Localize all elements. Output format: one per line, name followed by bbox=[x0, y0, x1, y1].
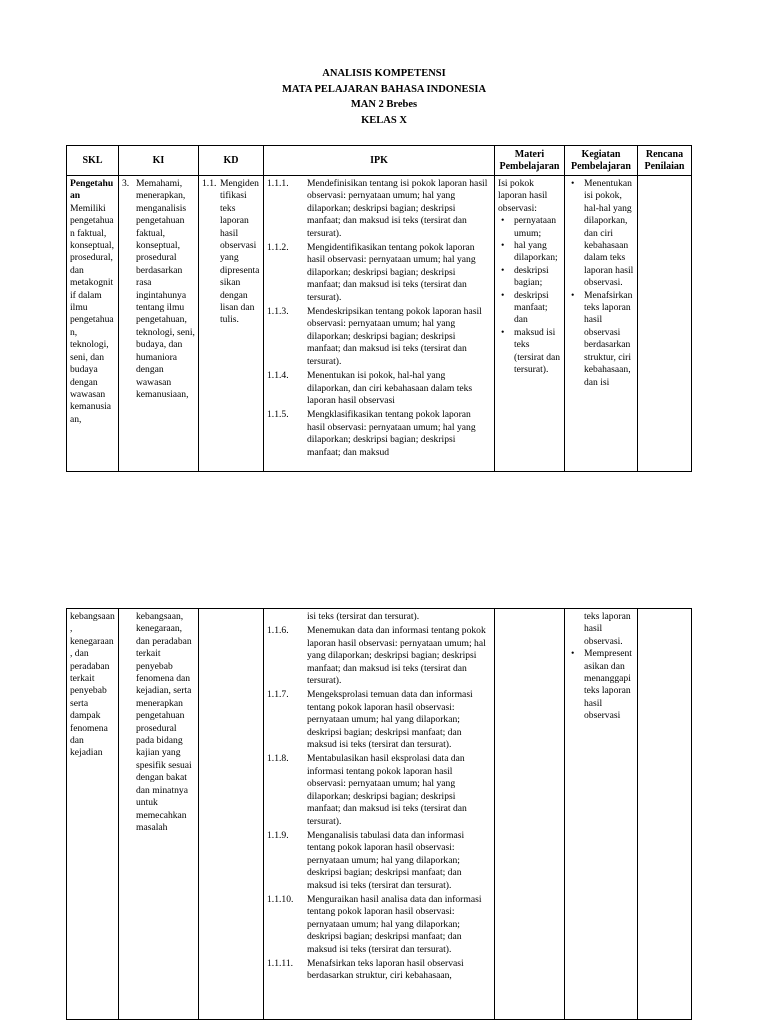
skl-cell bbox=[67, 609, 119, 1020]
competency-table-page2 bbox=[66, 608, 692, 1020]
kegiatan-list bbox=[568, 648, 634, 722]
list-item: • Menentukan isi pokok, hal-hal yang dilaporkan, dan ciri kebahasaan dalam teks laporan hasil observasi. bbox=[568, 178, 634, 290]
list-item: • deskripsi manfaat; dan bbox=[498, 290, 561, 327]
col-kd: KD bbox=[199, 146, 264, 176]
ipk-item: 1.1.11. Menafsirkan teks laporan hasil observasi berdasarkan struktur, ciri kebahasaan, bbox=[267, 957, 464, 982]
materi-cell bbox=[495, 176, 565, 472]
ipk-item: 1.1.5. Mengklasifikasikan tentang pokok laporan hasil observasi: pernyataan umum; hal yang dilaporkan; deskripsi bagian; deskripsi manfaat; dan maksud bbox=[267, 409, 476, 458]
skl-text: kebangsaan, kenegaraan, dan peradaban terkait penyebab serta dampak fenomena dan kejadian bbox=[70, 611, 115, 759]
col-materi: Materi Pembelajaran bbox=[495, 146, 565, 176]
materi-list bbox=[498, 215, 561, 376]
doc-school: MAN 2 Brebes bbox=[350, 99, 418, 110]
ipk-item: 1.1.9. Menganalisis tabulasi data dan informasi tentang pokok laporan hasil observasi: pernyataan umum; hal yang dilaporkan; deskripsi bagian; deskripsi manfaat; dan maksud isi teks (tersirat dan tersurat). bbox=[267, 829, 465, 891]
skl-text: Memiliki pengetahuan faktual, konseptual, prosedural, dan metakognitif dalam ilmu pengetahuan, teknologi, seni, dan budaya dengan wawasan kemanusiaan, bbox=[70, 202, 114, 425]
kegiatan-cell bbox=[565, 176, 638, 472]
skl-title: Pengetahuan bbox=[70, 178, 114, 202]
kegiatan-list bbox=[568, 178, 634, 389]
ipk-item: 1.1.6. Menemukan data dan informasi tentang pokok laporan hasil observasi: pernyataan umum; hal yang dilaporkan; deskripsi bagian; deskripsi manfaat; dan maksud isi teks (tersirat dan tersurat). bbox=[267, 625, 486, 687]
kegiatan-cell bbox=[565, 609, 638, 1020]
col-kegiatan: Kegiatan Pembelajaran bbox=[565, 146, 638, 176]
list-item: • hal yang dilaporkan; bbox=[498, 240, 561, 265]
document-header bbox=[0, 66, 768, 128]
kd-cell bbox=[199, 176, 264, 472]
list-item: • Mempresentasikan dan menanggapi teks laporan hasil observasi bbox=[568, 648, 634, 722]
materi-intro: Isi pokok laporan hasil observasi: bbox=[498, 178, 548, 214]
ki-cell bbox=[119, 176, 199, 472]
ipk-item: 1.1.4. Menentukan isi pokok, hal-hal yang dilaporkan, dan ciri kebahasaan dalam teks laporan hasil observasi bbox=[267, 370, 473, 406]
ipk-item: 1.1.1. Mendefinisikan tentang isi pokok laporan hasil observasi: pernyataan umum; hal yang dilaporkan; deskripsi bagian; deskripsi manfaat; dan maksud isi teks (tersirat dan tersurat). bbox=[267, 178, 488, 239]
doc-title: ANALISIS KOMPETENSI bbox=[322, 68, 446, 79]
kegiatan-continued: teks laporan hasil observasi. bbox=[584, 611, 631, 647]
ki-cell bbox=[119, 609, 199, 1020]
ipk-item: 1.1.8. Mentabulasikan hasil eksprolasi data dan informasi tentang pokok laporan hasil observasi: pernyataan umum; hal yang dilaporkan; deskripsi bagian; deskripsi manfaat; dan maksud isi teks (tersirat dan tersurat). bbox=[267, 753, 467, 827]
kd-cell bbox=[199, 609, 264, 1020]
col-ki: KI bbox=[119, 146, 199, 176]
list-item: • Menafsirkan teks laporan hasil observasi berdasarkan struktur, ciri kebahasaan, dan isi bbox=[568, 290, 634, 389]
rencana-cell bbox=[638, 609, 692, 1020]
skl-cell bbox=[67, 176, 119, 472]
doc-subject: MATA PELAJARAN BAHASA INDONESIA bbox=[281, 83, 487, 95]
ipk-item: 1.1.3. Mendeskripsikan tentang pokok laporan hasil observasi: pernyataan umum; hal yang dilaporkan; deskripsi bagian; deskripsi manfaat; dan maksud isi teks (tersirat dan tersurat). bbox=[267, 306, 482, 367]
ipk-cell bbox=[264, 609, 495, 1020]
kd-text: Mengidentifikasi teks laporan hasil observasi yang dipresentasikan dengan lisan dan tulis. bbox=[220, 178, 260, 326]
list-item: • maksud isi teks (tersirat dan tersurat). bbox=[498, 327, 561, 377]
ipk-item: isi teks (tersirat dan tersurat). bbox=[307, 611, 420, 622]
ipk-item: 1.1.10. Menguraikan hasil analisa data dan informasi tentang pokok laporan hasil observasi: pernyataan umum; hal yang dilaporkan; deskripsi bagian; deskripsi manfaat; dan maksud isi teks (tersirat dan tersurat). bbox=[267, 893, 482, 955]
ki-text: kebangsaan, kenegaraan, dan peradaban terkait penyebab fenomena dan kejadian, serta menerapkan pengetahuan prosedural pada bidang kajian yang spesifik sesuai dengan bakat dan minatnya untuk memecahkan masalah bbox=[136, 611, 192, 833]
materi-cell bbox=[495, 609, 565, 1020]
kd-number: 1.1. bbox=[202, 178, 217, 189]
col-ipk: IPK bbox=[264, 146, 495, 176]
doc-class: KELAS X bbox=[361, 114, 407, 126]
list-item: • deskripsi bagian; bbox=[498, 265, 561, 290]
list-item: • pernyataan umum; bbox=[498, 215, 561, 240]
col-skl: SKL bbox=[67, 146, 119, 176]
rencana-cell bbox=[638, 176, 692, 472]
col-rencana: Rencana Penilaian bbox=[638, 146, 692, 176]
competency-table-page1 bbox=[66, 145, 692, 472]
ipk-item: 1.1.2. Mengidentifikasikan tentang pokok laporan hasil observasi: pernyataan umum; hal yang dilaporkan; deskripsi bagian; deskripsi manfaat; dan maksud isi teks (tersirat dan tersurat). bbox=[267, 242, 476, 303]
ipk-item: 1.1.7. Mengeksprolasi temuan data dan informasi tentang pokok laporan hasil observasi: pernyataan umum; hal yang dilaporkan; deskripsi bagian; deskripsi manfaat; dan maksud isi teks (tersirat dan tersurat). bbox=[267, 689, 473, 751]
ipk-cell bbox=[264, 176, 495, 472]
ki-text: Memahami, menerapkan, menganalisis pengetahuan faktual, konseptual, prosedural berdasarkan rasa ingintahunya tentang ilmu pengetahuan, teknologi, seni, budaya, dan humaniora dengan wawasan kemanusiaan, bbox=[136, 178, 195, 400]
ki-number: 3. bbox=[122, 178, 130, 189]
